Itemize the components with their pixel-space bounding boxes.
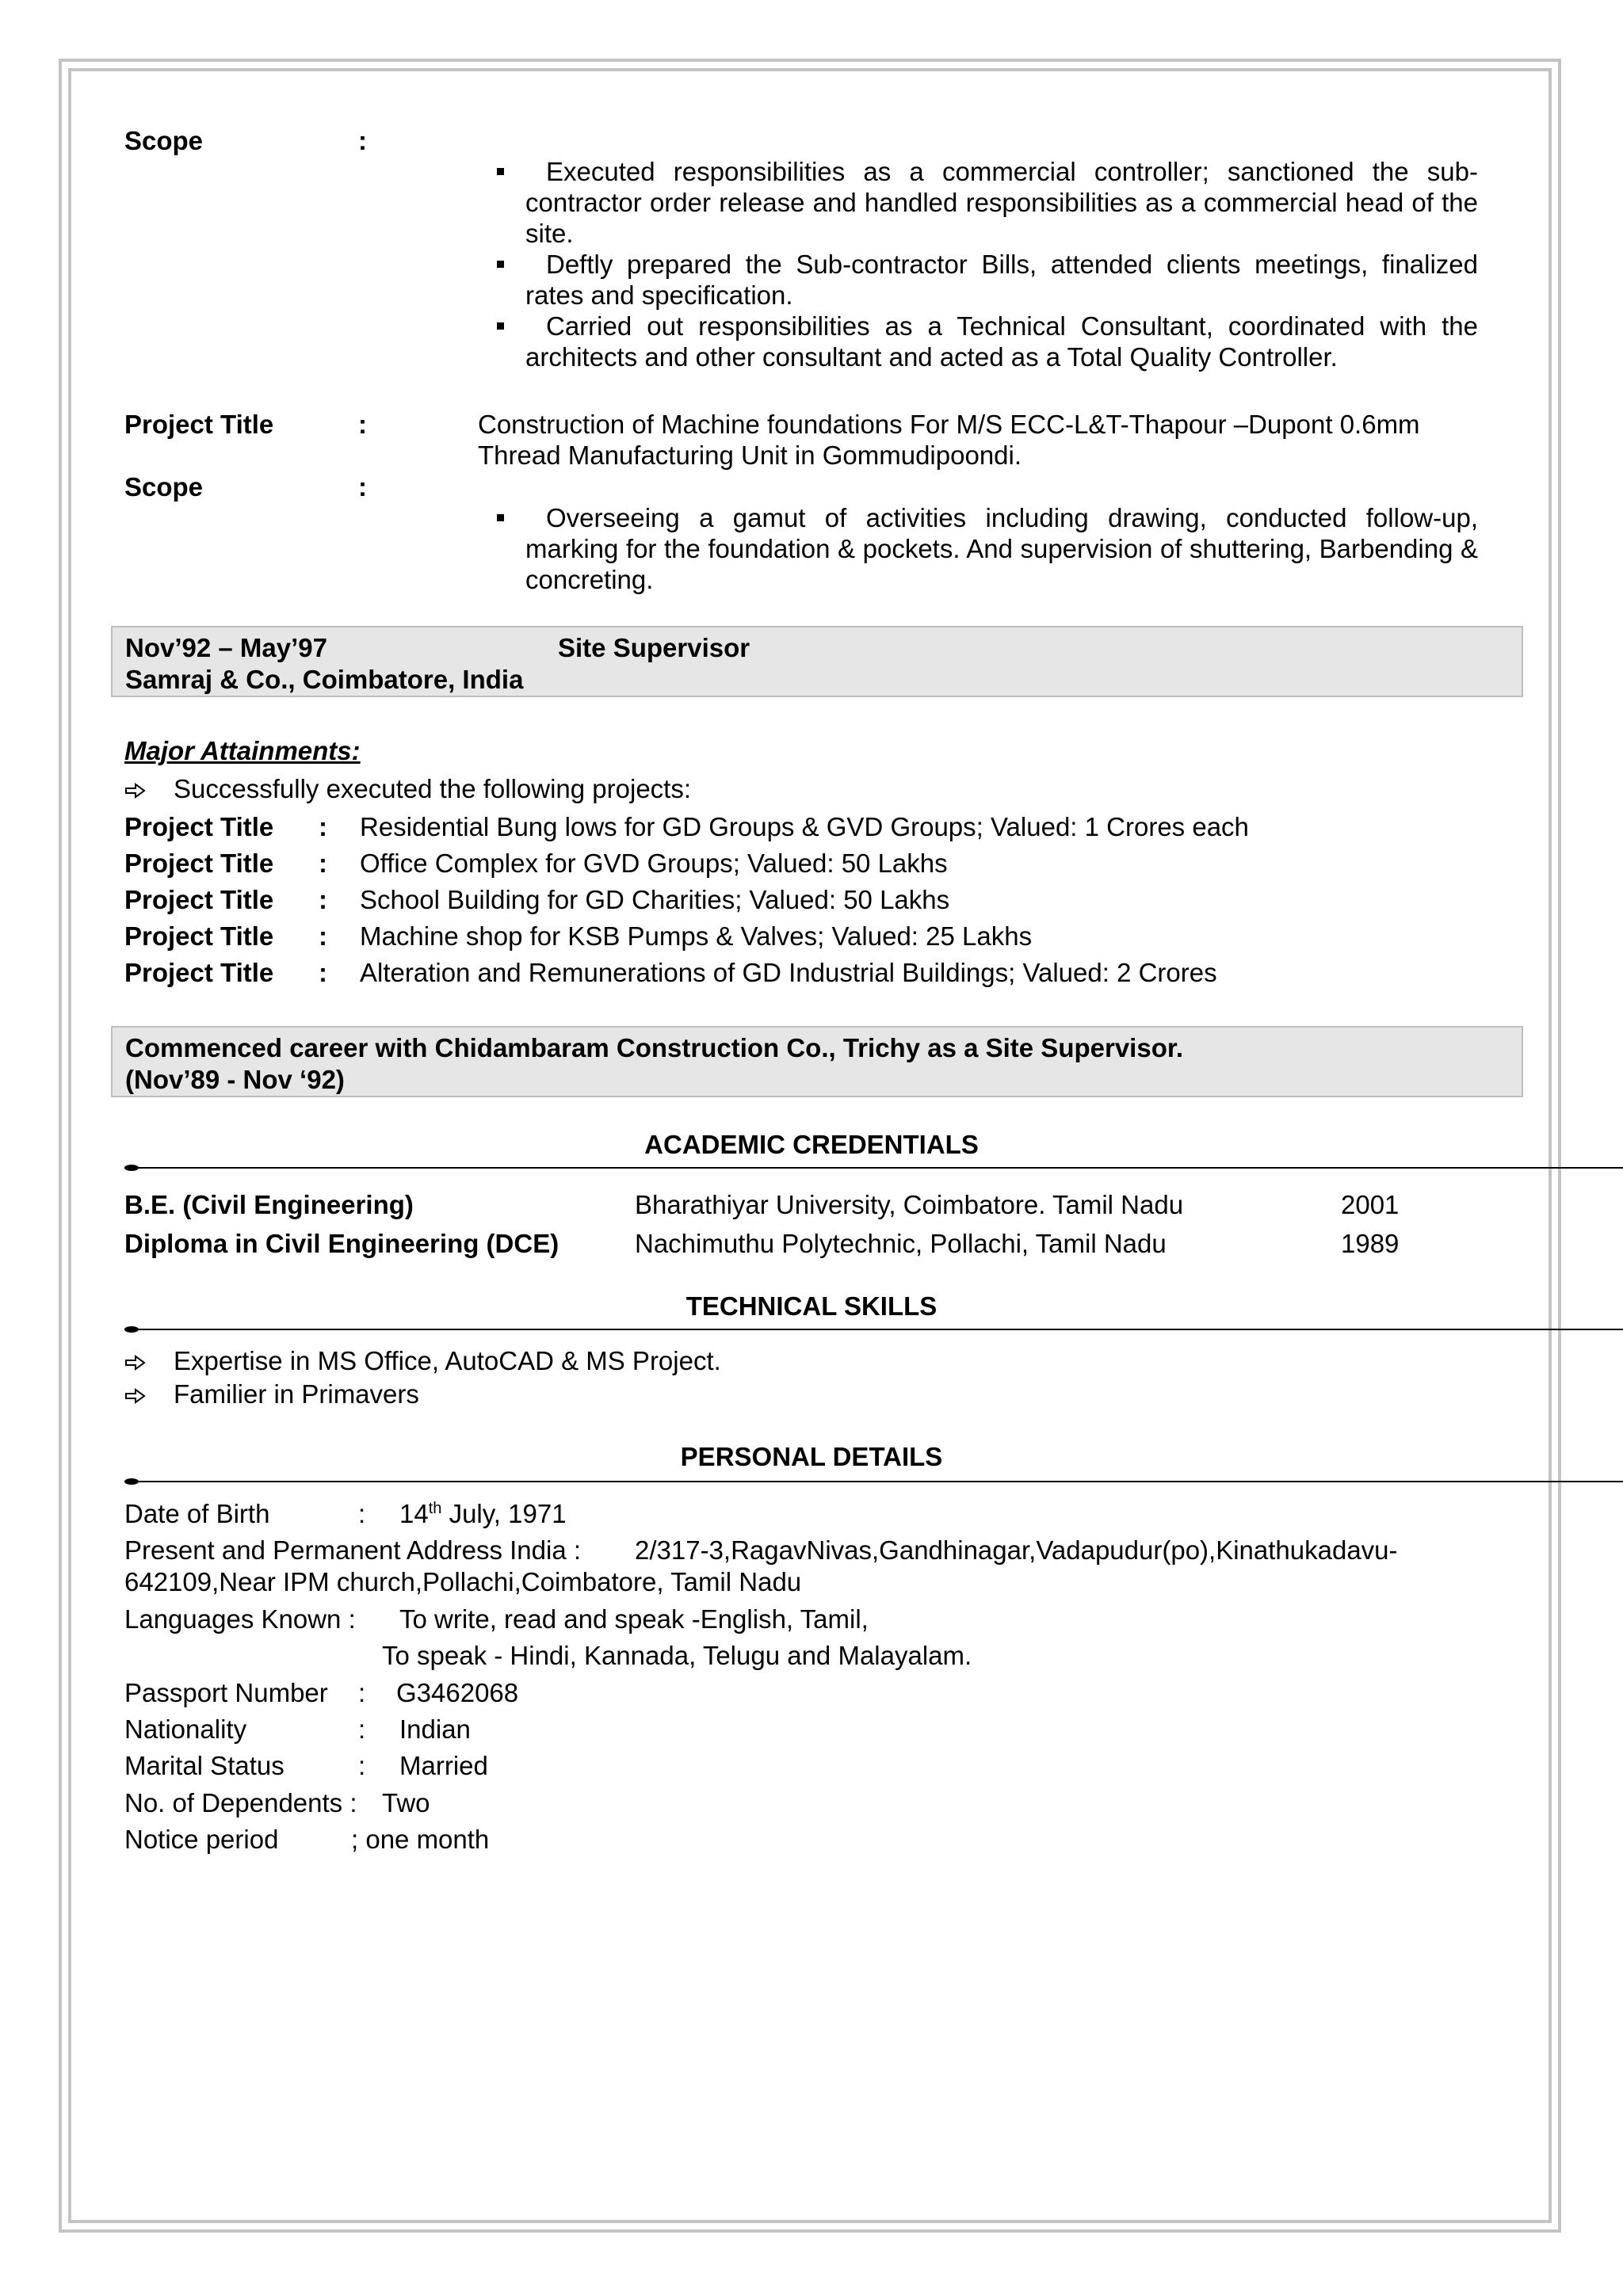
address-label: Present and Permanent Address India : (124, 1535, 582, 1565)
section-divider (124, 1167, 1623, 1169)
passport-label: Passport Number (124, 1678, 328, 1707)
degree: B.E. (Civil Engineering) (124, 1190, 414, 1219)
nationality-value: Indian (399, 1714, 471, 1744)
square-bullet-icon (497, 168, 504, 175)
arrow-right-icon (124, 773, 174, 805)
scope-bullet-list (124, 156, 1511, 372)
job-role: Site Supervisor (558, 633, 750, 662)
notice-label: Notice period (124, 1825, 279, 1854)
list-item: Expertise in MS Office, AutoCAD & MS Project. (124, 1345, 721, 1377)
arrow-right-icon (124, 1345, 174, 1377)
section-title-technical: TECHNICAL SKILLS (685, 1291, 938, 1321)
arrow-right-icon (124, 1379, 174, 1410)
job-header-box (111, 626, 1523, 697)
list-item: Overseeing a gamut of activities including drawing, conducted follow-up, marking for the foundation & pockets. And supervision of shuttering, Barbending & concreting. (497, 502, 1478, 595)
section-title-academic: ACADEMIC CREDENTIALS (644, 1130, 979, 1159)
dob-value: 14th July, 1971 (399, 1499, 567, 1528)
languages-label: Languages Known : (124, 1604, 356, 1634)
institution: Bharathiyar University, Coimbatore. Tamil Nadu (635, 1190, 1184, 1219)
scope-colon: : (358, 472, 367, 502)
marital-value: Married (399, 1751, 488, 1780)
list-item: Carried out responsibilities as a Technical Consultant, coordinated with the architects and other consultant and acted as a Total Quality Controller. (497, 311, 1478, 372)
list-item: Familier in Primavers (124, 1379, 419, 1410)
scope-label: Scope (124, 126, 204, 155)
scope-label: Scope (124, 472, 204, 502)
dob-label: Date of Birth (124, 1499, 270, 1528)
list-item: Project Title : Residential Bung lows for GD Groups & GVD Groups; Valued: 1 Crores each (124, 812, 1249, 841)
project-title-label: Project Title (124, 410, 274, 439)
dob-colon: : (358, 1499, 366, 1528)
project-title-colon: : (358, 410, 367, 439)
career-start-box (111, 1026, 1523, 1097)
passport-colon: : (358, 1678, 366, 1707)
list-item: Project Title : Office Complex for GVD Groups; Valued: 50 Lakhs (124, 849, 948, 878)
square-bullet-icon (497, 514, 504, 521)
career-start-line2: (Nov’89 - Nov ‘92) (125, 1065, 345, 1094)
nationality-colon: : (358, 1714, 366, 1744)
dependents-label: No. of Dependents : (124, 1788, 357, 1817)
list-item: Executed responsibilities as a commercial controller; sanctioned the sub-contractor order release and handled responsibilities as a commercial head of the site. (497, 156, 1478, 249)
job-company: Samraj & Co., Coimbatore, India (125, 665, 524, 694)
languages-line2: To speak - Hindi, Kannada, Telugu and Malayalam. (382, 1641, 972, 1670)
dependents-value: Two (382, 1788, 430, 1817)
year: 1989 (1341, 1229, 1400, 1258)
job-period: Nov’92 – May’97 (125, 633, 327, 662)
degree: Diploma in Civil Engineering (DCE) (124, 1229, 559, 1258)
notice-value: ; one month (351, 1825, 490, 1854)
square-bullet-icon (497, 261, 504, 268)
list-item: Project Title : Alteration and Remunerations of GD Industrial Buildings; Valued: 2 Crores (124, 958, 1217, 987)
project-title-value-line1: Construction of Machine foundations For M/S ECC-L&T-Thapour –Dupont 0.6mm (478, 410, 1420, 439)
square-bullet-icon (497, 322, 504, 330)
scope-colon: : (358, 126, 367, 155)
scope-bullet-list (124, 502, 1511, 595)
section-divider (124, 1329, 1623, 1330)
list-item: Project Title : Machine shop for KSB Pumps & Valves; Valued: 25 Lakhs (124, 921, 1033, 951)
project-title-value-line2: Thread Manufacturing Unit in Gommudipoondi. (478, 441, 1022, 470)
marital-colon: : (358, 1751, 366, 1780)
attainments-intro: Successfully executed the following projects: (124, 773, 691, 805)
section-divider (124, 1481, 1623, 1482)
year: 2001 (1341, 1190, 1400, 1219)
marital-label: Marital Status (124, 1751, 285, 1780)
section-title-personal: PERSONAL DETAILS (680, 1442, 943, 1471)
nationality-label: Nationality (124, 1714, 247, 1744)
attainment-project-list (124, 809, 1511, 991)
passport-value: G3462068 (396, 1678, 519, 1707)
languages-line1: To write, read and speak -English, Tamil, (399, 1604, 869, 1634)
address-line1: 2/317-3,RagavNivas,Gandhinagar,Vadapudur(po),Kinathukadavu- (635, 1535, 1398, 1565)
major-attainments-heading: Major Attainments: (124, 736, 361, 765)
address-line2: 642109,Near IPM church,Pollachi,Coimbatore, Tamil Nadu (124, 1567, 802, 1596)
career-start-line1: Commenced career with Chidambaram Construction Co., Trichy as a Site Supervisor. (125, 1033, 1184, 1062)
institution: Nachimuthu Polytechnic, Pollachi, Tamil Nadu (635, 1229, 1167, 1258)
list-item: Deftly prepared the Sub-contractor Bills, attended clients meetings, finalized rates and specification. (497, 249, 1478, 311)
list-item: Project Title : School Building for GD Charities; Valued: 50 Lakhs (124, 885, 950, 914)
